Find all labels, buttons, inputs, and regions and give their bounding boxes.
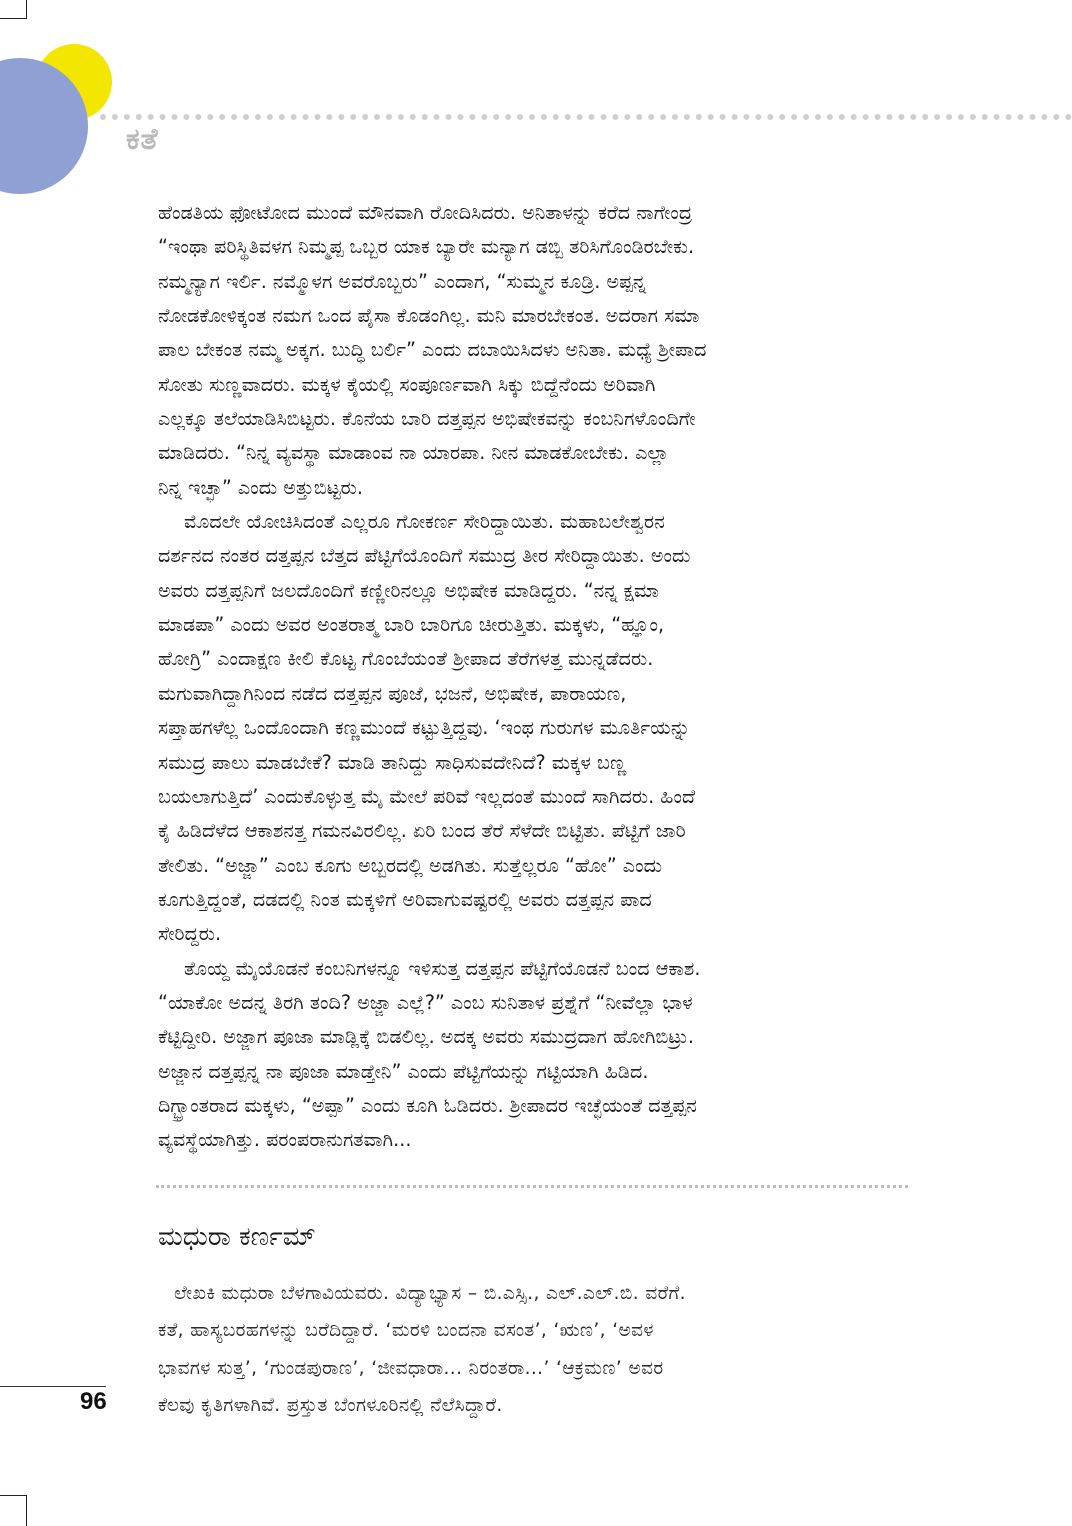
story-line: ಸಮುದ್ರ ಪಾಲು ಮಾಡಬೇಕೆ? ಮಾಡಿ ತಾನಿದ್ದು ಸಾಧಿಸುವದೇನಿದೆ? ಮಕ್ಕಳ ಬಣ್ಣ [158,750,627,774]
author-bio [158,1275,918,1425]
story-line: ನೋಡಕೋಳಿಕ್ಕಂತ ನಮಗ ಒಂದ ಪೈಸಾ ಕೊಡಂಗಿಲ್ಲ. ಮನಿ ಮಾರಬೇಕಂತ. ಅದರಾಗ ಸಮಾ [158,304,700,328]
story-line: ಎಲ್ಲಕ್ಕೂ ತಲೆಯಾಡಿಸಿಬಿಟ್ಟರು. ಕೊನೆಯ ಬಾರಿ ದತ್ತಪ್ಪನ ಅಭಿಷೇಕವನ್ನು ಕಂಬನಿಗಳೊಂದಿಗೇ [158,407,696,431]
section-separator [156,1185,908,1188]
story-line: ಮಾಡಪಾ” ಎಂದು ಅವರ ಅಂತರಾತ್ಮ ಬಾರಿ ಬಾರಿಗೂ ಚೀರುತ್ತಿತು. ಮಕ್ಕಳು, “ಹ್ಞೂಂ, [158,613,665,637]
header-dotted-rule [100,114,1072,120]
story-line: ನಮ್ಮನ್ಯಾಗ ಇರ್ಲಿ. ನಮ್ಮೊಳಗ ಅವರೊಬ್ಬರು” ಎಂದಾಗ, “ಸುಮ್ಮನ ಕೂಡ್ರಿ. ಅಪ್ಪನ್ನ [158,269,647,293]
story-line: ಸೋತು ಸುಣ್ಣವಾದರು. ಮಕ್ಕಳ ಕೈಯಲ್ಲಿ ಸಂಪೂರ್ಣವಾಗಿ ಸಿಕ್ಕು ಬಿದ್ದೆನೆಂದು ಅರಿವಾಗಿ [158,372,656,396]
story-text [158,196,904,1158]
story-line: ಸಪ್ತಾಹಗಳೆಲ್ಲ ಒಂದೊಂದಾಗಿ ಕಣ್ಣಮುಂದೆ ಕಟ್ಟುತ್ತಿದ್ದವು. ‘ಇಂಥ ಗುರುಗಳ ಮೂರ್ತಿಯನ್ನು [158,716,691,740]
story-line: ಕೈ ಹಿಡಿದೆಳೆದ ಆಕಾಶನತ್ತ ಗಮನವಿರಲಿಲ್ಲ. ಏರಿ ಬಂದ ತೆರೆ ಸೆಳೆದೇ ಬಿಟ್ಟಿತು. ಪೆಟ್ಟಿಗೆ ಜಾರಿ [158,819,686,843]
story-line: ಅಜ್ಜಾನ ದತ್ತಪ್ಪನ್ನ ನಾ ಪೂಜಾ ಮಾಡ್ತೇನಿ” ಎಂದು ಪೆಟ್ಟಿಗೆಯನ್ನು ಗಟ್ಟಿಯಾಗಿ ಹಿಡಿದ. [158,1059,649,1083]
story-line: ವ್ಯವಸ್ಥೆಯಾಗಿತ್ತು. ಪರಂಪರಾನುಗತವಾಗಿ... [158,1128,412,1152]
page-number-rule [0,1386,106,1387]
crop-mark-bottom [0,1495,27,1526]
crop-mark-top [0,0,27,19]
story-line: ಸೇರಿದ್ದರು. [158,922,222,946]
story-line: ಹೋಗ್ರಿ” ಎಂದಾಕ್ಷಣ ಕೀಲಿ ಕೊಟ್ಟ ಗೊಂಬೆಯಂತೆ ಶ್ರೀಪಾದ ತೆರೆಗಳತ್ತ ಮುನ್ನಡೆದರು. [158,647,654,671]
story-line: ಮಾಡಿದರು. “ನಿನ್ನ ವ್ಯವಸ್ಥಾ ಮಾಡಾಂವ ನಾ ಯಾರಪಾ. ನೀನ ಮಾಡಕೋಬೇಕು. ಎಲ್ಲಾ [158,441,669,465]
story-line: “ಯಾಕೋ ಅದನ್ನ ತಿರಗಿ ತಂದಿ? ಅಜ್ಜಾ ಎಲ್ಲೆ?” ಎಂಬ ಸುನಿತಾಳ ಪ್ರಶ್ನೆಗೆ “ನೀವೆಲ್ಲಾ ಭಾಳ [158,990,693,1014]
story-line: ಬಯಲಾಗುತ್ತಿದೆ’ ಎಂದುಕೊಳ್ಳುತ್ತ ಮೈ ಮೇಲೆ ಪರಿವೆ ಇಲ್ಲದಂತೆ ಮುಂದೆ ಸಾಗಿದರು. ಹಿಂದೆ [158,784,696,808]
section-label: ಕತೆ [126,122,159,157]
story-line: ತೇಲಿತು. “ಅಜ್ಜಾ” ಎಂಬ ಕೂಗು ಅಬ್ಬರದಲ್ಲಿ ಅಡಗಿತು. ಸುತ್ತೆಲ್ಲರೂ “ಹೋ” ಎಂದು [158,853,663,877]
page-number: 96 [80,1388,107,1415]
story-line: ತೊಯ್ದ ಮೈಯೊಡನೆ ಕಂಬನಿಗಳನ್ನೂ ಇಳಿಸುತ್ತ ದತ್ತಪ್ಪನ ಪೆಟ್ಟಿಗೆಯೊಡನೆ ಬಂದ ಆಕಾಶ. [184,956,701,980]
story-line: ಮಗುವಾಗಿದ್ದಾಗಿನಿಂದ ನಡೆದ ದತ್ತಪ್ಪನ ಪೂಜೆ, ಭಜನೆ, ಅಭಿಷೇಕ, ಪಾರಾಯಣ, [158,681,627,705]
author-name: ಮಧುರಾ ಕರ್ಣಮ್ [158,1222,316,1252]
bio-line: ಭಾವಗಳ ಸುತ್ತ’, ‘ಗುಂಡಪುರಾಣ’, ‘ಜೀವಧಾರಾ... ನಿರಂತರಾ...’ ‘ಆಕ್ರಮಣ’ ಅವರ [158,1357,664,1379]
story-line: ಕೆಟ್ಟಿದ್ದೀರಿ. ಅಜ್ಜಾಗ ಪೂಜಾ ಮಾಡ್ಲಿಕ್ಕೆ ಬಿಡಲಿಲ್ಲ. ಅದಕ್ಕ ಅವರು ಸಮುದ್ರದಾಗ ಹೋಗಿಬಿಟ್ರು. [158,1025,694,1049]
story-line: ಮೊದಲೇ ಯೋಚಿಸಿದಂತೆ ಎಲ್ಲರೂ ಗೋಕರ್ಣ ಸೇರಿದ್ದಾಯಿತು. ಮಹಾಬಲೇಶ್ವರನ [184,510,665,534]
story-line: ಅವರು ದತ್ತಪ್ಪನಿಗೆ ಜಲದೊಂದಿಗೆ ಕಣ್ಣೀರಿನಲ್ಲೂ ಅಭಿಷೇಕ ಮಾಡಿದ್ದರು. “ನನ್ನ ಕ್ಷಮಾ [158,578,660,602]
story-line: ಪಾಲ ಬೇಕಂತ ನಮ್ಮ ಅಕ್ಕಗ. ಬುದ್ಧಿ ಬರ್ಲಿ” ಎಂದು ದಬಾಯಿಸಿದಳು ಅನಿತಾ. ಮಧ್ಯೆ ಶ್ರೀಪಾದ [158,338,707,362]
story-line: “ಇಂಥಾ ಪರಿಸ್ಥಿತಿವಳಗ ನಿಮ್ಮಪ್ಪ ಒಬ್ಬರ ಯಾಕ ಬ್ಯಾರೇ ಮನ್ಯಾಗ ಡಬ್ಬಿ ತರಿಸಿಗೊಂಡಿರಬೇಕು. [158,235,695,259]
story-line: ಹೆಂಡತಿಯ ಫೋಟೋದ ಮುಂದೆ ಮೌನವಾಗಿ ರೋದಿಸಿದರು. ಅನಿತಾಳನ್ನು ಕರೆದ ನಾಗೇಂದ್ರ [158,201,693,224]
bio-line: ಕತೆ, ಹಾಸ್ಯಬರಹಗಳನ್ನು ಬರೆದಿದ್ದಾರೆ. ‘ಮರಳಿ ಬಂದನಾ ವಸಂತ’, ‘ಋಣ’, ‘ಅವಳ [158,1320,654,1342]
story-line: ನಿನ್ನ ಇಚ್ಛಾ” ಎಂದು ಅತ್ತುಬಿಟ್ಟರು. [158,475,364,499]
story-line: ದರ್ಶನದ ನಂತರ ದತ್ತಪ್ಪನ ಬೆತ್ತದ ಪೆಟ್ಟಿಗೆಯೊಂದಿಗೆ ಸಮುದ್ರ ತೀರ ಸೇರಿದ್ದಾಯಿತು. ಅಂದು [158,544,691,568]
bio-line: ಲೇಖಕಿ ಮಧುರಾ ಬೆಳಗಾವಿಯವರು. ವಿದ್ಯಾಭ್ಯಾಸ – ಬಿ.ಎಸ್ಸಿ., ಎಲ್.ಎಲ್.ಬಿ. ವರೆಗೆ. [174,1283,686,1304]
story-line: ಕೂಗುತ್ತಿದ್ದಂತೆ, ದಡದಲ್ಲಿ ನಿಂತ ಮಕ್ಕಳಿಗೆ ಅರಿವಾಗುವಷ್ಟರಲ್ಲಿ ಅವರು ದತ್ತಪ್ಪನ ಪಾದ [158,887,652,911]
story-line: ದಿಗ್ಭ್ರಾಂತರಾದ ಮಕ್ಕಳು, “ಅಪ್ಪಾ” ಎಂದು ಕೂಗಿ ಓಡಿದರು. ಶ್ರೀಪಾದರ ಇಚ್ಛೆಯಂತೆ ದತ್ತಪ್ಪನ [158,1093,697,1117]
bio-line: ಕೆಲವು ಕೃತಿಗಳಾಗಿವೆ. ಪ್ರಸ್ತುತ ಬೆಂಗಳೂರಿನಲ್ಲಿ ನೆಲೆಸಿದ್ದಾರೆ. [158,1395,503,1417]
